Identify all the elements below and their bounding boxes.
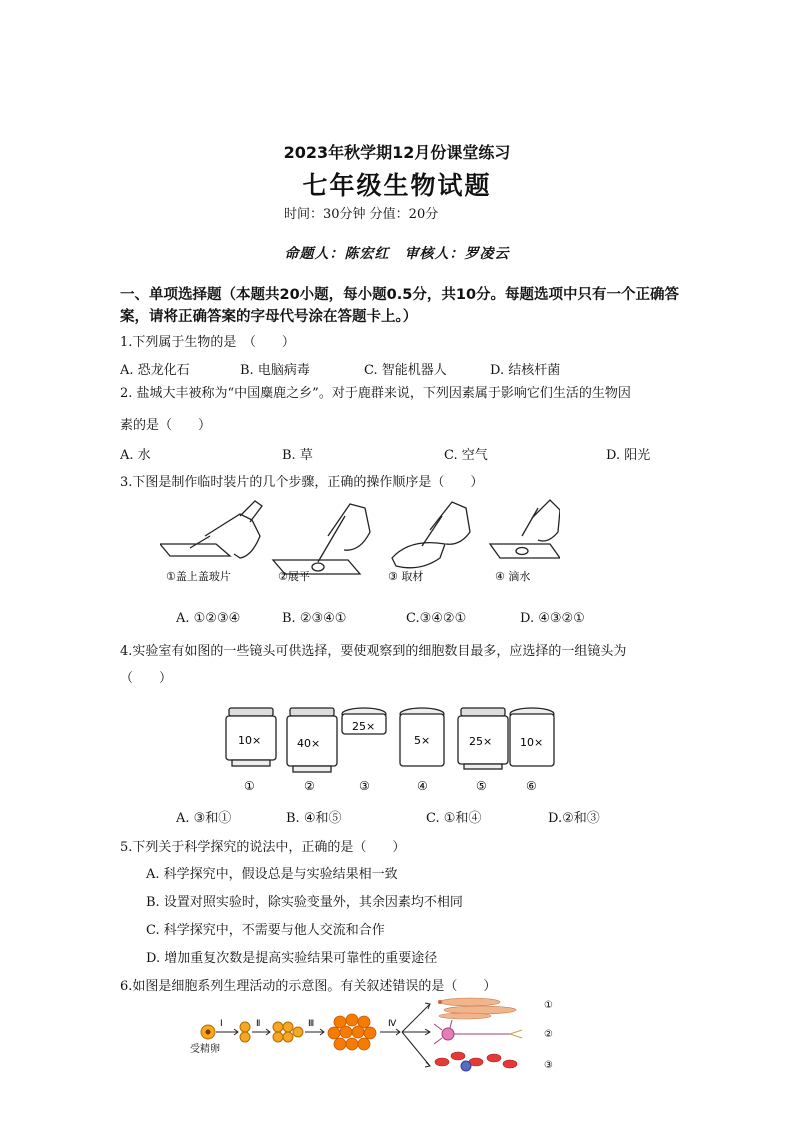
q5-option-c: C. 科学探究中，不需要与他人交流和合作 — [146, 923, 385, 938]
q4-stem-line2: （ ） — [120, 671, 173, 686]
q2-stem-line1: 2. 盐城大丰被称为“中国麋鹿之乡”。对于鹿群来说，下列因素属于影响它们生活的生物因 — [120, 386, 631, 401]
stage-III-label: Ⅲ — [308, 1019, 315, 1029]
step2-label: ②展平 — [278, 570, 310, 583]
q3-option-c: C.③④②① — [406, 611, 467, 626]
q2-option-c: C. 空气 — [444, 448, 488, 463]
exam-subtitle: 七年级生物试题 — [302, 171, 492, 200]
step4-label: ④ 滴水 — [495, 570, 531, 583]
exam-title: 2023年秋学期12月份课堂练习 — [283, 143, 511, 162]
stage-II-label: Ⅱ — [256, 1019, 261, 1029]
lens5-number: ⑤ — [476, 779, 487, 793]
lens4-mag: 5× — [414, 734, 431, 747]
q4-option-a: A. ③和① — [176, 811, 232, 826]
q1-stem: 1.下列属于生物的是 （ ） — [120, 335, 295, 350]
q3-option-a: A. ①②③④ — [176, 611, 241, 626]
lens3-mag: 25× — [352, 720, 376, 733]
q1-option-c: C. 智能机器人 — [364, 363, 447, 378]
q3-option-d: D. ④③②① — [520, 611, 585, 626]
q1-option-b: B. 电脑病毒 — [240, 363, 310, 378]
egg-label: 受精卵 — [190, 1044, 220, 1055]
step1-label: ①盖上盖玻片 — [166, 570, 231, 583]
q1-option-d: D. 结核杆菌 — [490, 363, 561, 378]
q2-option-a: A. 水 — [120, 448, 151, 463]
lens5-mag: 25× — [469, 735, 493, 748]
stage-I-label: Ⅰ — [220, 1019, 223, 1029]
q4-option-d: D.②和③ — [548, 811, 600, 826]
lens2-number: ② — [304, 779, 315, 793]
q2-option-d: D. 阳光 — [606, 448, 651, 463]
lens6-number: ⑥ — [526, 779, 537, 793]
lens6-mag: 10× — [520, 736, 544, 749]
lens-figure — [220, 706, 560, 798]
q2-option-b: B. 草 — [282, 448, 313, 463]
q6-stem: 6.如图是细胞系列生理活动的示意图。有关叙述错误的是（ ） — [120, 979, 497, 994]
q3-stem: 3.下图是制作临时装片的几个步骤，正确的操作顺序是（ ） — [120, 475, 484, 490]
stage-IV-label: Ⅳ — [388, 1019, 397, 1029]
q1-option-a: A. 恐龙化石 — [120, 363, 190, 378]
q4-stem-line1: 4.实验室有如图的一些镜头可供选择，要使观察到的细胞数目最多，应选择的一组镜头为 — [120, 644, 627, 659]
lens1-mag: 10× — [238, 734, 262, 747]
exam-meta: 时间：30分钟 分值：20分 — [284, 207, 439, 222]
q5-option-d: D. 增加重复次数是提高实验结果可靠性的重要途径 — [146, 951, 438, 966]
q2-stem-line2: 素的是（ ） — [120, 418, 212, 433]
q5-stem: 5.下列关于科学探究的说法中，正确的是（ ） — [120, 840, 406, 855]
step3-label: ③ 取材 — [388, 570, 424, 583]
lens1-number: ① — [244, 779, 255, 793]
q5-option-a: A. 科学探究中，假设总是与实验结果相一致 — [146, 867, 398, 882]
branch2-number: ② — [544, 1029, 553, 1040]
q4-option-c: C. ①和④ — [426, 811, 482, 826]
slide-prep-figure — [160, 496, 560, 586]
exam-authors: 命题人：陈宏红 审核人：罗凌云 — [284, 246, 510, 262]
branch3-number: ③ — [544, 1060, 553, 1071]
branch1-number: ① — [544, 1000, 553, 1011]
q5-option-b: B. 设置对照实验时，除实验变量外，其余因素均不相同 — [146, 895, 463, 910]
q4-option-b: B. ④和⑤ — [286, 811, 342, 826]
q3-option-b: B. ②③④① — [282, 611, 347, 626]
section-heading: 一、单项选择题（本题共20小题，每小题0.5分，共10分。每题选项中只有一个正确答案，请将正确答案的字母代号涂在答题卡上。） — [120, 287, 680, 325]
cell-division-figure — [190, 996, 570, 1076]
lens3-number: ③ — [359, 779, 370, 793]
lens4-number: ④ — [417, 779, 428, 793]
lens2-mag: 40× — [297, 737, 321, 750]
